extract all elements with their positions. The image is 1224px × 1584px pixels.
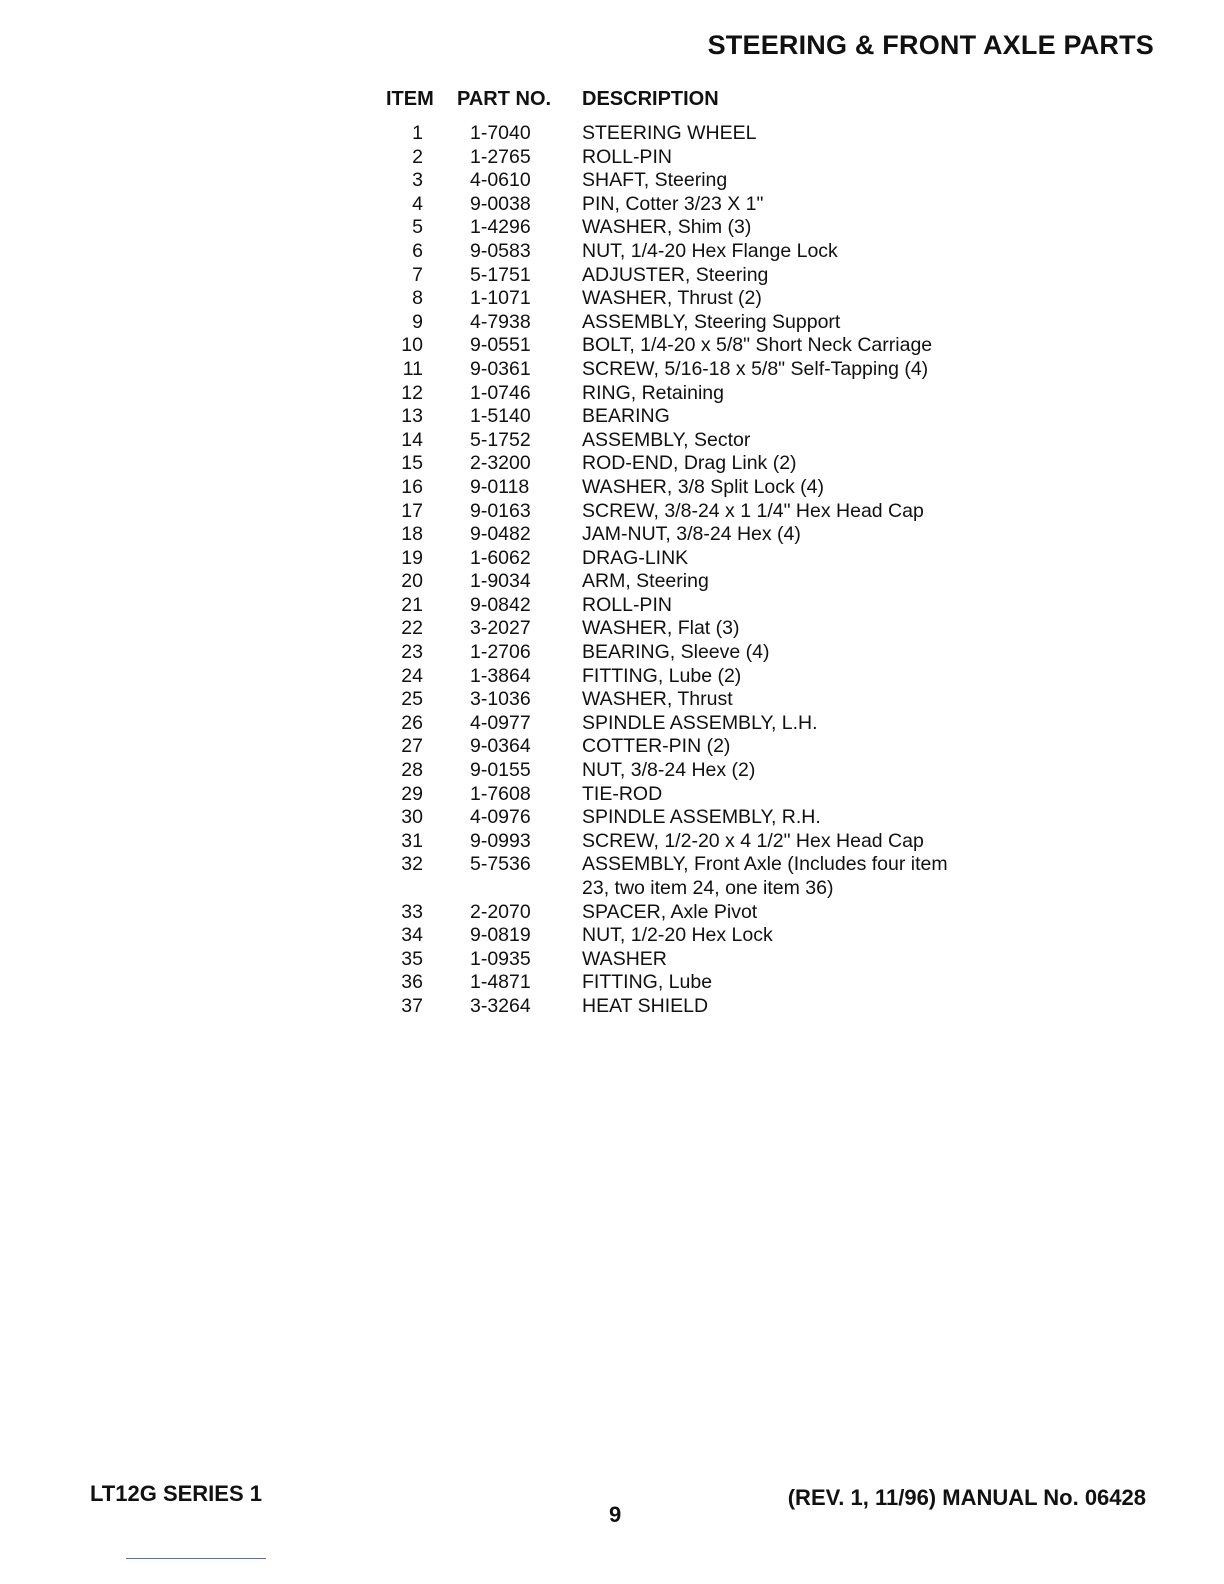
part-description: SPINDLE ASSEMBLY, R.H. [582,806,821,829]
part-description: FITTING, Lube (2) [582,664,742,687]
part-description: WASHER, Thrust [582,688,733,711]
part-number: 9-0842 [470,593,531,616]
part-number: 2-2070 [470,900,531,923]
table-row [0,500,1224,524]
footer-model: LT12G SERIES 1 [90,1481,262,1506]
item-number: 19 [401,546,423,569]
part-description: ROD-END, Drag Link (2) [582,452,797,475]
part-number: 9-0163 [470,499,531,522]
footer-manual-number: (REV. 1, 11/96) MANUAL No. 06428 [787,1485,1146,1510]
part-description: NUT, 1/2-20 Hex Lock [582,924,773,947]
part-number: 9-0118 [470,475,530,498]
item-number: 11 [402,357,423,380]
part-description: SPACER, Axle Pivot [582,900,758,923]
table-row [0,429,1224,453]
table-row [0,264,1224,288]
item-number: 29 [401,782,423,805]
part-number: 9-0038 [470,192,531,215]
table-row [0,735,1224,759]
part-number: 3-1036 [470,688,531,711]
table-row [0,122,1224,146]
part-description: RING, Retaining [582,381,724,404]
part-description: BEARING [582,405,670,428]
table-row [0,452,1224,476]
table-row [0,759,1224,783]
part-description: WASHER [582,947,667,970]
item-number: 22 [401,617,423,640]
part-number: 1-0935 [470,947,531,970]
part-number: 5-1752 [470,428,531,451]
item-number: 23 [401,641,423,664]
page-number: 9 [609,1502,622,1527]
part-number: 1-4296 [470,216,531,239]
table-row [0,617,1224,641]
part-number: 1-2765 [470,145,531,168]
part-description: WASHER, 3/8 Split Lock (4) [582,475,825,498]
table-row [0,146,1224,170]
part-number: 9-0155 [470,759,531,782]
item-number: 2 [412,145,423,168]
part-number: 1-2706 [470,641,531,664]
part-description: FITTING, Lube [582,971,713,994]
item-number: 32 [401,853,423,876]
part-description: STEERING WHEEL [582,122,757,144]
table-header [0,88,1224,114]
part-number: 1-0746 [470,381,531,404]
item-number: 34 [401,924,423,947]
table-row [0,311,1224,335]
table-row [0,382,1224,406]
table-row [0,358,1224,382]
part-description: SHAFT, Steering [582,169,728,192]
table-row [0,665,1224,689]
page-title: STEERING & FRONT AXLE PARTS [707,30,1154,60]
part-description: ROLL-PIN [582,145,672,168]
item-number: 33 [401,900,423,923]
item-number: 15 [401,452,423,475]
item-number: 16 [401,475,423,498]
table-row [0,570,1224,594]
part-description: COTTER-PIN (2) [582,735,731,758]
table-row [0,806,1224,830]
column-header-description: DESCRIPTION [582,88,719,110]
item-number: 7 [412,263,423,286]
table-row [0,783,1224,807]
table-row [0,971,1224,995]
item-number: 4 [412,192,423,215]
item-number: 5 [412,216,423,239]
column-header-item: ITEM [386,88,434,110]
part-description: WASHER, Flat (3) [582,617,740,640]
part-number: 1-3864 [470,664,531,687]
footer-rule [126,1558,266,1559]
part-description: NUT, 3/8-24 Hex (2) [582,759,756,782]
item-number: 30 [401,806,423,829]
part-number: 9-0361 [470,357,531,380]
part-number: 4-7938 [470,310,531,333]
item-number: 10 [401,334,423,357]
table-row [0,240,1224,264]
item-number: 18 [401,523,423,546]
part-description: JAM-NUT, 3/8-24 Hex (4) [582,523,801,546]
part-number: 9-0993 [470,829,531,852]
table-row [0,287,1224,311]
table-row [0,594,1224,618]
item-number: 20 [401,570,423,593]
table-row [0,901,1224,925]
part-number: 5-1751 [470,263,531,286]
part-number: 1-4871 [470,971,531,994]
item-number: 25 [401,688,423,711]
column-header-part-no: PART NO. [457,88,552,110]
table-row [0,641,1224,665]
part-number: 1-7040 [470,122,531,144]
part-description: DRAG-LINK [582,546,689,569]
item-number: 35 [401,947,423,970]
part-number: 2-3200 [470,452,531,475]
part-description: BOLT, 1/4-20 x 5/8" Short Neck Carriage [582,334,933,357]
part-number: 4-0977 [470,711,531,734]
part-number: 3-3264 [470,994,531,1017]
item-number: 24 [401,664,423,687]
part-description: ARM, Steering [582,570,709,593]
part-number: 1-9034 [470,570,531,593]
part-number: 9-0482 [470,523,531,546]
part-description: SPINDLE ASSEMBLY, L.H. [582,711,818,734]
table-row [0,169,1224,193]
part-description: SCREW, 1/2-20 x 4 1/2" Hex Head Cap [582,829,924,852]
table-row [0,193,1224,217]
table-row [0,830,1224,854]
part-description: TIE-ROD [582,782,663,805]
table-row [0,948,1224,972]
part-description: ASSEMBLY, Sector [582,428,751,451]
item-number: 12 [401,381,423,404]
part-number: 1-7608 [470,782,531,805]
item-number: 13 [401,405,423,428]
part-number: 3-2027 [470,617,531,640]
item-number: 17 [401,499,423,522]
item-number: 3 [412,169,423,192]
part-description: SCREW, 5/16-18 x 5/8" Self-Tapping (4) [582,357,929,380]
item-number: 6 [412,239,423,262]
table-row [0,523,1224,547]
item-number: 37 [401,994,423,1017]
part-number: 1-6062 [470,546,531,569]
part-description: ROLL-PIN [582,593,672,616]
table-row [0,547,1224,571]
part-number: 5-7536 [470,853,531,876]
part-description: SCREW, 3/8-24 x 1 1/4" Hex Head Cap [582,499,924,522]
part-description: WASHER, Thrust (2) [582,287,762,310]
item-number: 31 [401,829,423,852]
table-row [0,688,1224,712]
part-number: 4-0610 [470,169,531,192]
part-number: 1-1071 [470,287,531,310]
item-number: 26 [401,711,423,734]
part-description: PIN, Cotter 3/23 X 1" [582,192,764,215]
part-number: 4-0976 [470,806,531,829]
item-number: 14 [401,428,423,451]
part-description: HEAT SHIELD [582,994,709,1017]
part-description: BEARING, Sleeve (4) [582,641,770,664]
table-row [0,995,1224,1019]
table-row [0,405,1224,429]
table-row [0,712,1224,736]
part-description: WASHER, Shim (3) [582,216,752,239]
part-number: 9-0583 [470,239,531,262]
part-number: 9-0364 [470,735,531,758]
table-row [0,216,1224,240]
part-description: NUT, 1/4-20 Hex Flange Lock [582,239,838,262]
part-number: 9-0819 [470,924,531,947]
table-row [0,476,1224,500]
item-number: 28 [401,759,423,782]
parts-list [0,122,1224,1019]
table-row [0,853,1224,900]
part-description: ASSEMBLY, Steering Support [582,310,841,333]
part-description: ADJUSTER, Steering [582,263,769,286]
item-number: 1 [412,122,423,144]
table-row [0,924,1224,948]
item-number: 8 [412,287,423,310]
part-number: 9-0551 [470,334,531,357]
part-description: ASSEMBLY, Front Axle (Includes four item 23, two item 24, one item 36) [582,853,948,899]
item-number: 9 [412,310,423,333]
item-number: 36 [401,971,423,994]
table-row [0,334,1224,358]
part-number: 1-5140 [470,405,531,428]
item-number: 27 [401,735,423,758]
item-number: 21 [401,593,423,616]
